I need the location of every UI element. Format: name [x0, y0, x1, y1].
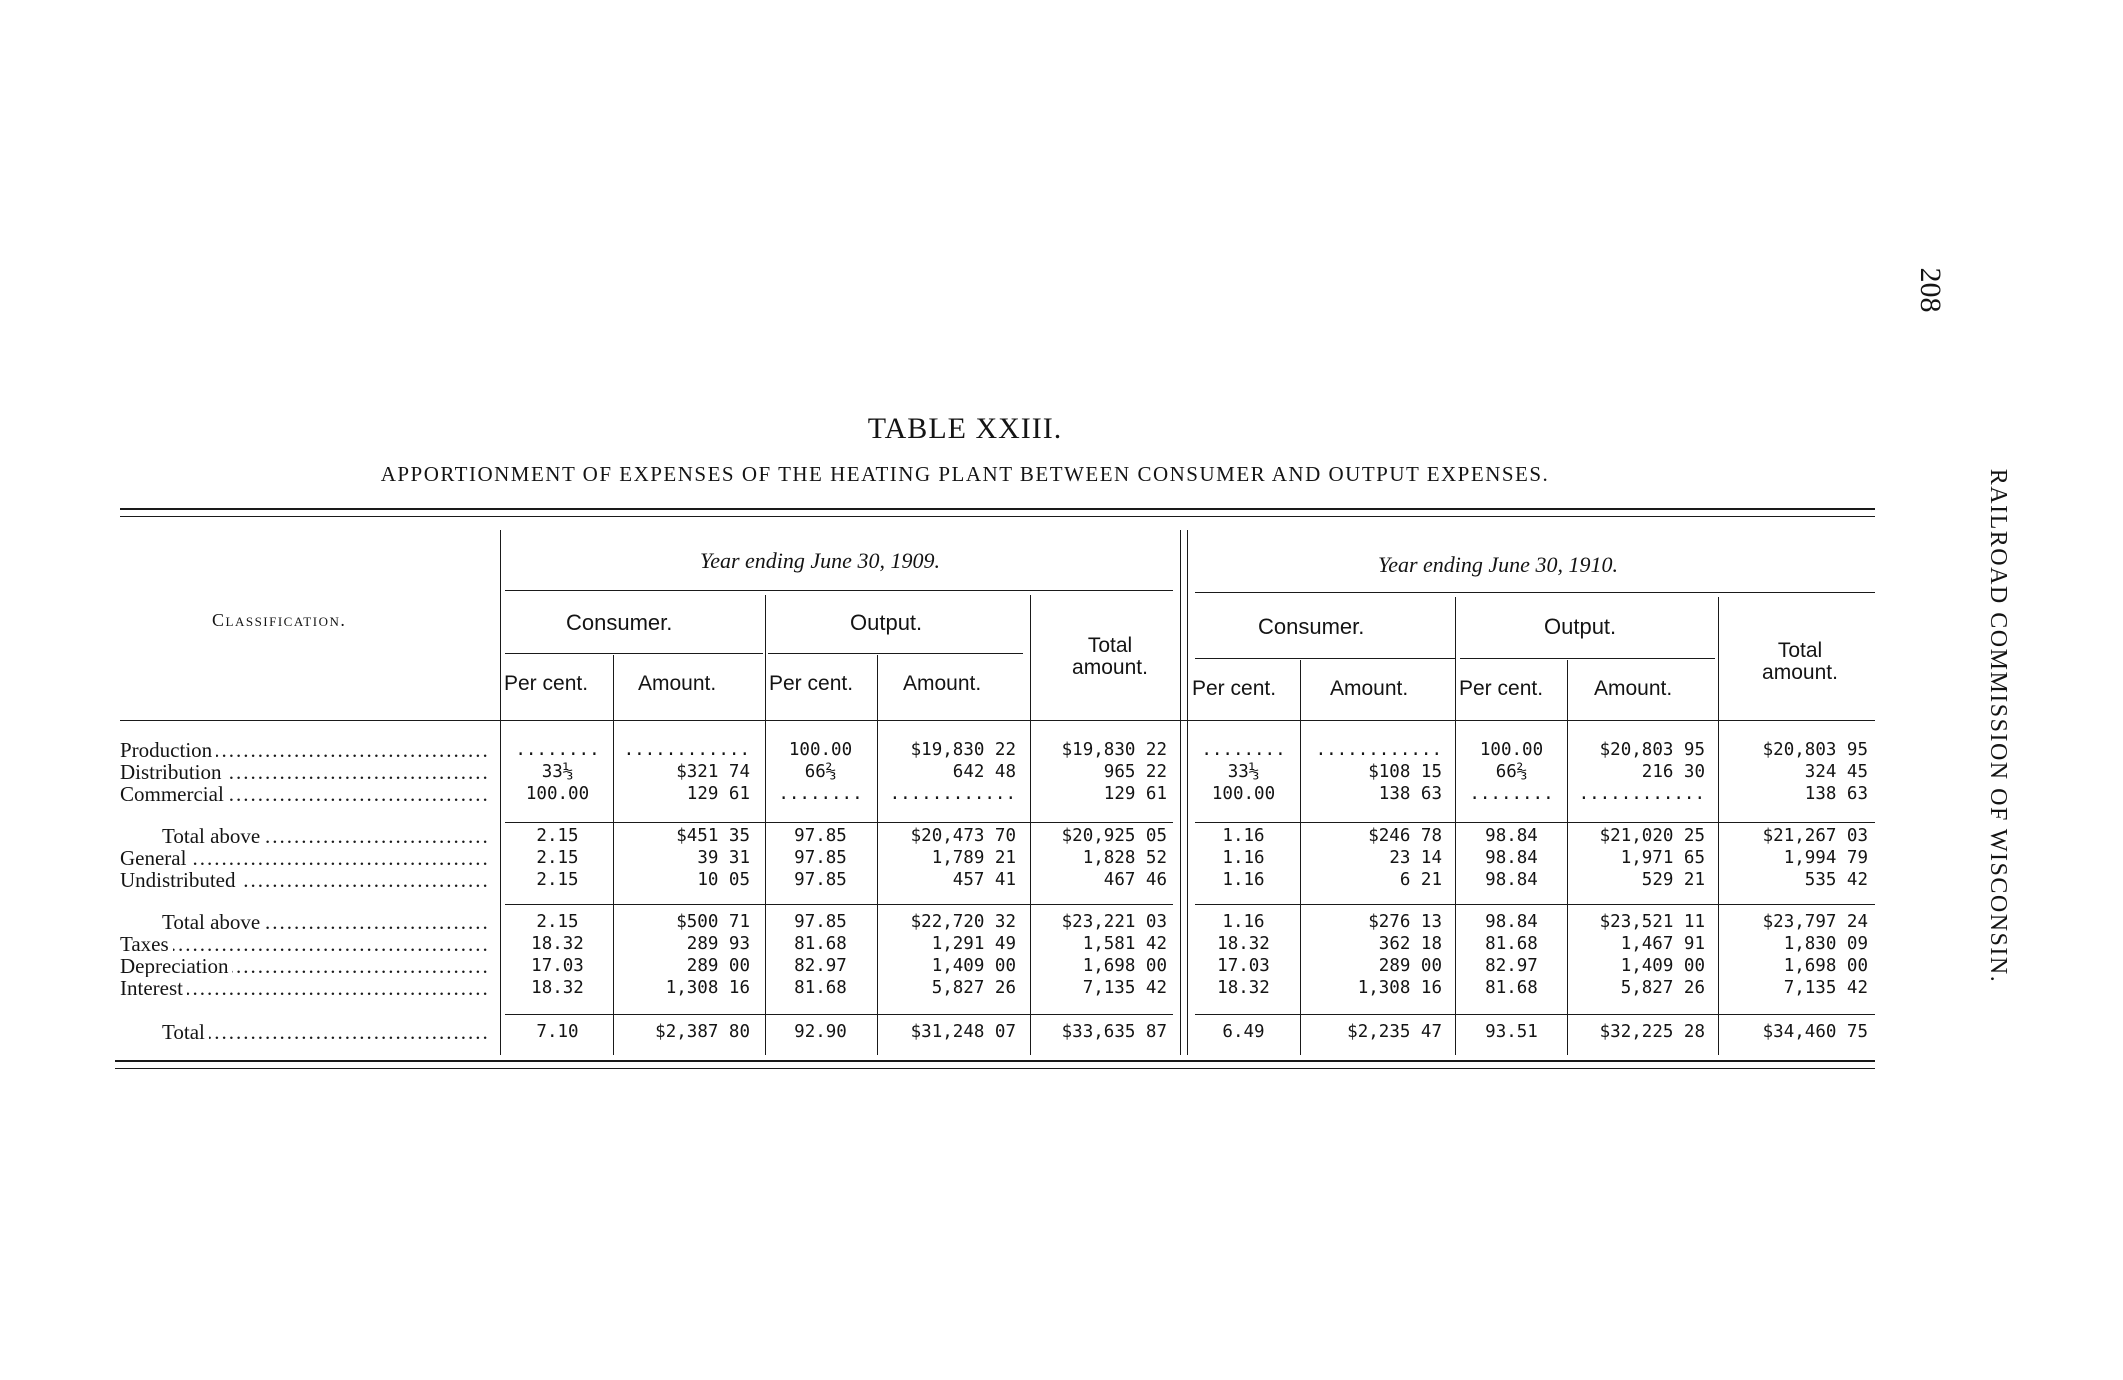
cell-consumer-amount-1910: 1,308 16 — [1357, 978, 1442, 998]
cell-consumer-percent-1910: 33⅓ — [1227, 762, 1260, 782]
cell-total-amount-1909: 1,698 00 — [1082, 956, 1167, 976]
cell-output-amount-1909: $19,830 22 — [910, 740, 1016, 760]
cell-output-amount-1909: 457 41 — [952, 870, 1016, 890]
bottom-rule — [115, 1060, 1875, 1062]
cell-total-amount-1909: $19,830 22 — [1061, 740, 1167, 760]
row-label — [120, 784, 490, 805]
cell-total-amount-1910: 1,830 09 — [1783, 934, 1868, 954]
cell-output-percent-1909: 97.85 — [794, 912, 847, 932]
cell-output-percent-1910: ........ — [1469, 784, 1554, 804]
row-label — [120, 740, 490, 761]
output-header-1909: Output. — [850, 610, 923, 635]
cell-total-amount-1910: 1,698 00 — [1783, 956, 1868, 976]
cell-consumer-percent-1910: 6.49 — [1222, 1022, 1265, 1042]
cell-total-amount-1909: 1,828 52 — [1082, 848, 1167, 868]
cell-consumer-amount-1910: 138 63 — [1378, 784, 1442, 804]
cell-consumer-amount-1909: 289 00 — [686, 956, 750, 976]
cell-output-percent-1910: 98.84 — [1485, 870, 1538, 890]
cell-total-amount-1909: 129 61 — [1103, 784, 1167, 804]
cell-consumer-percent-1909: 7.10 — [536, 1022, 579, 1042]
row-label — [120, 978, 490, 999]
bottom-rule-inner — [115, 1068, 1875, 1069]
cell-consumer-amount-1909: 39 31 — [697, 848, 750, 868]
cell-consumer-percent-1910: 1.16 — [1222, 848, 1265, 868]
cell-output-percent-1909: 66⅔ — [804, 762, 837, 782]
cell-output-percent-1909: 81.68 — [794, 934, 847, 954]
amount-header-4: Amount. — [1594, 677, 1673, 700]
cell-output-amount-1910: $20,803 95 — [1599, 740, 1705, 760]
row-label — [120, 826, 490, 847]
total-rule-2 — [1195, 1014, 1875, 1015]
cell-consumer-amount-1910: 362 18 — [1378, 934, 1442, 954]
cell-consumer-percent-1909: 2.15 — [536, 848, 579, 868]
cell-output-amount-1910: 1,971 65 — [1620, 848, 1705, 868]
cell-consumer-percent-1910: 1.16 — [1222, 912, 1265, 932]
cell-consumer-amount-1910: $276 13 — [1368, 912, 1442, 932]
percent-header-4: Per cent. — [1459, 677, 1544, 700]
cell-consumer-percent-1909: 2.15 — [536, 870, 579, 890]
cell-output-percent-1909: 97.85 — [794, 870, 847, 890]
year1-underline — [505, 590, 1173, 591]
cell-consumer-amount-1909: $2,387 80 — [655, 1022, 750, 1042]
col-divider-classification — [500, 530, 501, 1055]
cell-output-amount-1910: 1,467 91 — [1620, 934, 1705, 954]
cell-consumer-percent-1909: 2.15 — [536, 912, 579, 932]
col-divider-4 — [1030, 595, 1031, 1055]
cell-total-amount-1910: 7,135 42 — [1783, 978, 1868, 998]
cell-consumer-amount-1910: 23 14 — [1389, 848, 1442, 868]
cell-output-percent-1910: 100.00 — [1479, 740, 1544, 760]
amount-header-2: Amount. — [903, 672, 982, 695]
cell-output-amount-1910: $23,521 11 — [1599, 912, 1705, 932]
col-divider-8 — [1718, 597, 1719, 1055]
col-divider-5 — [1300, 660, 1301, 1055]
percent-header-1: Per cent. — [504, 672, 589, 695]
cell-total-amount-1910: $34,460 75 — [1762, 1022, 1868, 1042]
row-label-text: Distribution — [120, 762, 226, 783]
row-label — [120, 912, 490, 933]
cell-consumer-amount-1909: 129 61 — [686, 784, 750, 804]
cell-output-amount-1909: ............ — [889, 784, 1016, 804]
cell-consumer-amount-1909: $500 71 — [676, 912, 750, 932]
row-label-text: Total above — [120, 912, 264, 933]
cell-output-percent-1910: 98.84 — [1485, 912, 1538, 932]
cell-consumer-percent-1910: 17.03 — [1217, 956, 1270, 976]
cell-output-amount-1909: $22,720 32 — [910, 912, 1016, 932]
cell-consumer-percent-1910: ........ — [1201, 740, 1286, 760]
page-number: 208 — [1914, 267, 1947, 313]
row-label — [120, 848, 490, 869]
top-rule-inner — [120, 516, 1875, 517]
cell-output-percent-1910: 93.51 — [1485, 1022, 1538, 1042]
col-divider-1 — [613, 655, 614, 1055]
cell-output-amount-1910: ............ — [1578, 784, 1705, 804]
cell-consumer-percent-1910: 18.32 — [1217, 978, 1270, 998]
cell-total-amount-1910: 324 45 — [1804, 762, 1868, 782]
cell-consumer-amount-1910: $108 15 — [1368, 762, 1442, 782]
table-subtitle: APPORTIONMENT OF EXPENSES OF THE HEATING PLANT BETWEEN CONSUMER AND OUTPUT EXPENSES. — [380, 462, 1550, 486]
cell-output-percent-1909: 97.85 — [794, 848, 847, 868]
cell-consumer-amount-1910: $246 78 — [1368, 826, 1442, 846]
output1-underline — [768, 653, 1023, 654]
cell-consumer-percent-1909: 18.32 — [531, 978, 584, 998]
row-label-text: Undistributed — [120, 870, 240, 891]
cell-total-amount-1910: 1,994 79 — [1783, 848, 1868, 868]
table-title: TABLE XXIII. — [867, 412, 1063, 445]
cell-output-percent-1910: 98.84 — [1485, 848, 1538, 868]
col-divider-6 — [1455, 597, 1456, 1055]
running-header: RAILROAD COMMISSION OF WISCONSIN. — [1985, 468, 2011, 984]
total-header-1910: Total amount. — [1762, 639, 1838, 684]
col-divider-2 — [765, 595, 766, 1055]
cell-total-amount-1909: $23,221 03 — [1061, 912, 1167, 932]
row-label-text: Total above — [120, 826, 264, 847]
row-label — [120, 934, 490, 955]
cell-output-amount-1910: $32,225 28 — [1599, 1022, 1705, 1042]
cell-output-percent-1909: 97.85 — [794, 826, 847, 846]
top-rule — [120, 508, 1875, 510]
cell-output-amount-1910: 1,409 00 — [1620, 956, 1705, 976]
year-header-1910: Year ending June 30, 1910. — [1378, 552, 1618, 577]
cell-consumer-percent-1910: 1.16 — [1222, 826, 1265, 846]
cell-total-amount-1910: 535 42 — [1804, 870, 1868, 890]
cell-output-amount-1910: 5,827 26 — [1620, 978, 1705, 998]
consumer1-underline — [505, 653, 763, 654]
cell-total-amount-1909: 965 22 — [1103, 762, 1167, 782]
row-label — [120, 956, 490, 977]
cell-total-amount-1909: 1,581 42 — [1082, 934, 1167, 954]
row-label — [120, 762, 490, 783]
cell-consumer-percent-1909: 100.00 — [525, 784, 590, 804]
cell-output-amount-1909: $20,473 70 — [910, 826, 1016, 846]
row-label — [120, 1022, 490, 1043]
row-label-text: Total — [120, 1022, 209, 1043]
cell-output-amount-1909: 1,291 49 — [931, 934, 1016, 954]
cell-output-amount-1909: 5,827 26 — [931, 978, 1016, 998]
row-label-text: General — [120, 848, 190, 869]
group1-rule — [505, 822, 1173, 823]
row-label-text: Commercial — [120, 784, 228, 805]
consumer-header-1910: Consumer. — [1258, 614, 1365, 639]
total-header-1909: Total amount. — [1072, 634, 1148, 679]
consumer-header-1909: Consumer. — [566, 610, 673, 635]
row-label — [120, 870, 490, 891]
cell-output-amount-1910: $21,020 25 — [1599, 826, 1705, 846]
cell-total-amount-1910: $23,797 24 — [1762, 912, 1868, 932]
cell-consumer-percent-1909: 33⅓ — [541, 762, 574, 782]
cell-output-percent-1910: 98.84 — [1485, 826, 1538, 846]
output-header-1910: Output. — [1544, 614, 1617, 639]
cell-output-amount-1909: 642 48 — [952, 762, 1016, 782]
amount-header-1: Amount. — [638, 672, 717, 695]
cell-output-percent-1909: ........ — [778, 784, 863, 804]
cell-total-amount-1910: $20,803 95 — [1762, 740, 1868, 760]
total-rule — [505, 1014, 1173, 1015]
percent-header-3: Per cent. — [1192, 677, 1277, 700]
cell-consumer-amount-1909: 10 05 — [697, 870, 750, 890]
consumer2-underline — [1195, 658, 1455, 659]
cell-consumer-amount-1909: $451 35 — [676, 826, 750, 846]
cell-total-amount-1909: $33,635 87 — [1061, 1022, 1167, 1042]
output2-underline — [1460, 658, 1715, 659]
cell-consumer-amount-1909: ............ — [623, 740, 750, 760]
cell-output-percent-1909: 82.97 — [794, 956, 847, 976]
cell-consumer-percent-1909: ........ — [515, 740, 600, 760]
cell-consumer-percent-1909: 17.03 — [531, 956, 584, 976]
cell-output-amount-1909: 1,409 00 — [931, 956, 1016, 976]
group2-rule — [505, 904, 1173, 905]
cell-output-percent-1910: 81.68 — [1485, 978, 1538, 998]
cell-consumer-percent-1910: 18.32 — [1217, 934, 1270, 954]
cell-consumer-amount-1910: 6 21 — [1399, 870, 1442, 890]
row-label-text: Interest — [120, 978, 187, 999]
cell-output-percent-1910: 81.68 — [1485, 934, 1538, 954]
cell-output-amount-1909: $31,248 07 — [910, 1022, 1016, 1042]
cell-consumer-amount-1910: ............ — [1315, 740, 1442, 760]
row-label-text: Production — [120, 740, 216, 761]
cell-consumer-percent-1909: 18.32 — [531, 934, 584, 954]
header-bottom-rule — [120, 720, 1875, 721]
cell-consumer-amount-1910: 289 00 — [1378, 956, 1442, 976]
cell-total-amount-1910: 138 63 — [1804, 784, 1868, 804]
cell-output-amount-1909: 1,789 21 — [931, 848, 1016, 868]
cell-output-percent-1910: 82.97 — [1485, 956, 1538, 976]
cell-total-amount-1909: 467 46 — [1103, 870, 1167, 890]
percent-header-2: Per cent. — [769, 672, 854, 695]
row-label-text: Depreciation — [120, 956, 232, 977]
group1-rule-2 — [1195, 822, 1875, 823]
year-header-1909: Year ending June 30, 1909. — [700, 548, 940, 573]
cell-output-percent-1909: 100.00 — [788, 740, 853, 760]
cell-consumer-amount-1909: 289 93 — [686, 934, 750, 954]
cell-consumer-percent-1910: 100.00 — [1211, 784, 1276, 804]
cell-consumer-percent-1909: 2.15 — [536, 826, 579, 846]
cell-output-amount-1910: 216 30 — [1641, 762, 1705, 782]
cell-output-amount-1910: 529 21 — [1641, 870, 1705, 890]
year-divider-a — [1180, 530, 1181, 1055]
cell-total-amount-1909: 7,135 42 — [1082, 978, 1167, 998]
cell-consumer-percent-1910: 1.16 — [1222, 870, 1265, 890]
year2-underline — [1195, 592, 1875, 593]
classification-header: Classification. — [212, 610, 347, 630]
cell-output-percent-1909: 92.90 — [794, 1022, 847, 1042]
year-divider-b — [1187, 530, 1188, 1055]
cell-consumer-amount-1909: 1,308 16 — [665, 978, 750, 998]
group2-rule-2 — [1195, 904, 1875, 905]
cell-consumer-amount-1910: $2,235 47 — [1347, 1022, 1442, 1042]
cell-output-percent-1909: 81.68 — [794, 978, 847, 998]
amount-header-3: Amount. — [1330, 677, 1409, 700]
row-label-text: Taxes — [120, 934, 173, 955]
cell-consumer-amount-1909: $321 74 — [676, 762, 750, 782]
cell-output-percent-1910: 66⅔ — [1495, 762, 1528, 782]
cell-total-amount-1910: $21,267 03 — [1762, 826, 1868, 846]
cell-total-amount-1909: $20,925 05 — [1061, 826, 1167, 846]
